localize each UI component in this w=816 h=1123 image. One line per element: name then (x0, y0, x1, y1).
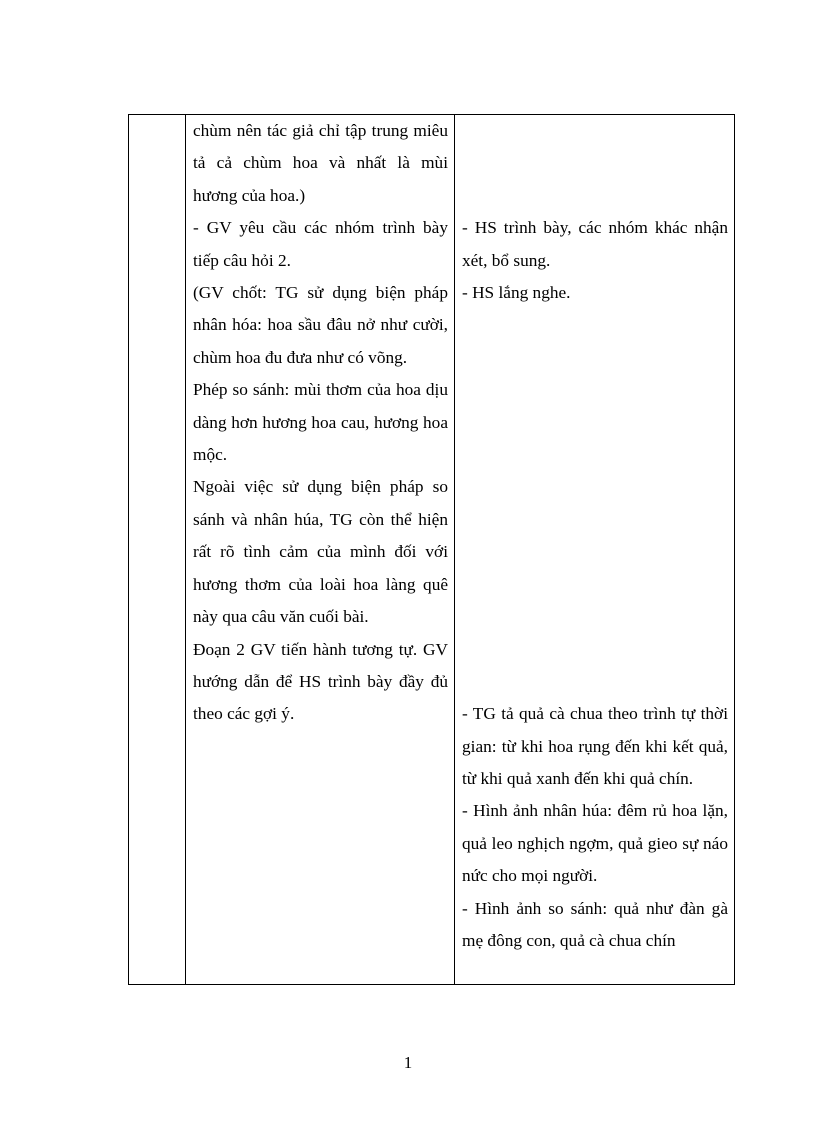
table-column-empty (129, 115, 186, 984)
right-paragraph: - Hình ảnh nhân húa: đêm rủ hoa lặn, quả leo nghịch ngợm, quả gieo sự náo nức cho mọi người. (462, 801, 728, 886)
lesson-table (128, 114, 735, 985)
left-paragraph: Đoạn 2 GV tiến hành tương tự. GV hướng dẫn để HS trình bày đầy đủ theo các gợi ý. (193, 639, 448, 724)
row-spacer (462, 115, 728, 212)
right-paragraph: - HS trình bày, các nhóm khác nhận xét, bổ sung. (462, 218, 728, 270)
right-paragraph: - Hình ảnh so sánh: quả như đàn gà mẹ đông con, quả cà chua chín (462, 898, 728, 951)
page-number: 1 (403, 1053, 413, 1072)
table-column-teacher-activities (186, 115, 455, 984)
row-spacer (462, 309, 728, 698)
right-paragraph: - TG tả quả cà chua theo trình tự thời gian: từ khi hoa rụng đến khi kết quả, từ khi quả xanh đến khi quả chín. (462, 704, 728, 789)
left-paragraph: Phép so sánh: mùi thơm của hoa dịu dàng hơn hương hoa cau, hương hoa mộc. (193, 380, 448, 465)
left-paragraph: - GV yêu cầu các nhóm trình bày tiếp câu hỏi 2. (193, 218, 448, 270)
left-paragraph: chùm nên tác giả chỉ tập trung miêu tả cả chùm hoa và nhất là mùi hương của hoa.) (193, 121, 448, 205)
left-paragraph: (GV chốt: TG sử dụng biện pháp nhân hóa: hoa sầu đâu nở như cười, chùm hoa đu đưa như có võng. (193, 283, 448, 367)
right-paragraph: - HS lắng nghe. (462, 283, 571, 302)
left-paragraph: Ngoài việc sử dụng biện pháp so sánh và nhân húa, TG còn thể hiện rất rõ tình cảm của mình đối với hương thơm của loài hoa làng quê này qua câu văn cuối bài. (193, 477, 448, 627)
table-column-student-activities (455, 115, 734, 984)
